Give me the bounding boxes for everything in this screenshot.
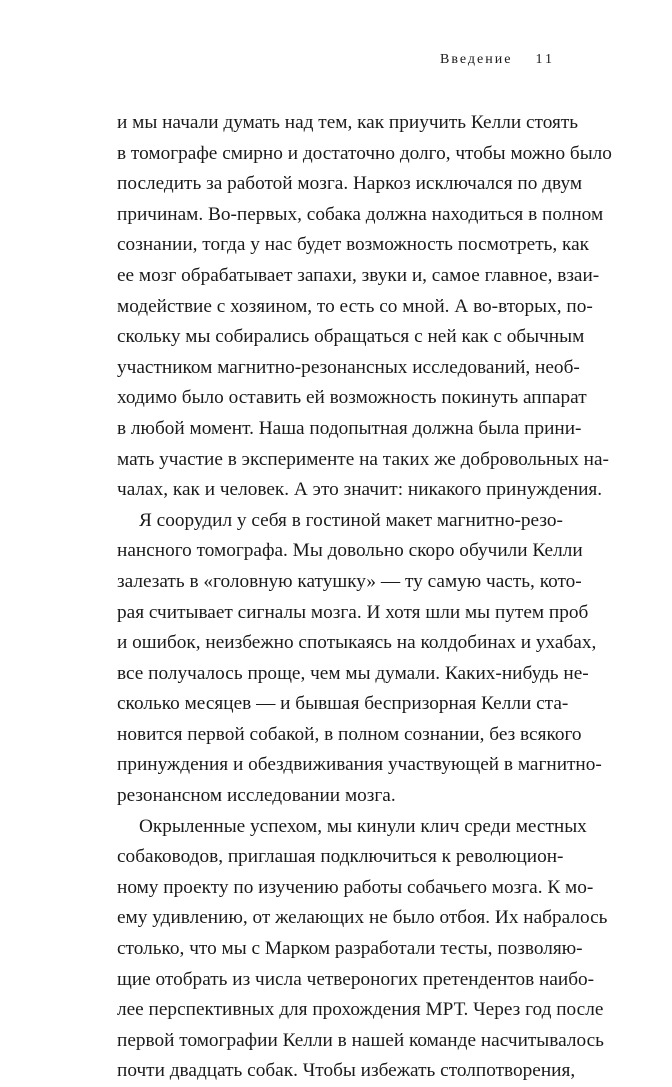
text-line: ему удивлению, от желающих не было отбоя. Их набралось [117,907,608,929]
text-line: нансного томографа. Мы довольно скоро обучили Келли [117,540,583,562]
text-line: столько, что мы с Марком разработали тесты, позволяю- [117,938,583,960]
text-line: ному проекту по изучению работы собачьего мозга. К мо- [117,876,594,898]
text-line: модействие с хозяином, то есть со мной. А во-вторых, по- [117,295,593,317]
text-line: новится первой собакой, в полном сознании, без всякого [117,723,582,745]
text-line: рая считывает сигналы мозга. И хотя шли мы путем проб [117,601,589,623]
text-line: собаководов, приглашая подключиться к революцион- [117,846,564,868]
text-line: Я соорудил у себя в гостиной макет магнитно-резо- [139,509,563,531]
text-line: мать участие в эксперименте на таких же добровольных на- [117,448,609,470]
text-line: скольку мы собирались обращаться с ней как с обычным [117,326,585,348]
body-text [117,108,612,1087]
section-title: Введение [440,52,513,67]
text-line: причинам. Во-первых, собака должна находиться в полном [117,203,604,225]
text-line: последить за работой мозга. Наркоз исключался по двум [117,173,583,195]
text-line: сколько месяцев — и бывшая беспризорная Келли ста- [117,693,569,715]
text-line: в томографе смирно и достаточно долго, чтобы можно было [117,142,612,164]
text-line: резонансном исследовании мозга. [117,785,396,807]
paragraph [117,506,602,812]
paragraph [117,812,608,1087]
text-line: почти двадцать собак. Чтобы избежать столпотворения, [117,1060,576,1082]
text-line: чалах, как и человек. А это значит: никакого принуждения. [117,479,603,501]
text-line: Окрыленные успехом, мы кинули клич среди местных [139,815,587,837]
text-line: все получалось проще, чем мы думали. Каких-нибудь не- [117,662,589,684]
page-number: 11 [535,52,555,67]
text-line: лее перспективных для прохождения МРТ. Через год после [117,999,604,1021]
text-line: ее мозг обрабатывает запахи, звуки и, самое главное, взаи- [117,264,600,286]
text-line: участником магнитно-резонансных исследований, необ- [117,356,580,378]
text-line: залезать в «головную катушку» — ту самую часть, кото- [117,570,582,592]
text-line: ходимо было оставить ей возможность покинуть аппарат [117,387,587,409]
text-line: в любой момент. Наша подопытная должна была прини- [117,417,582,439]
text-line: первой томографии Келли в нашей команде насчитывалось [117,1029,604,1051]
paragraph [117,108,612,506]
text-line: и ошибок, неизбежно спотыкаясь на колдобинах и ухабах, [117,632,597,654]
text-line: сознании, тогда у нас будет возможность посмотреть, как [117,234,590,256]
running-head [440,52,555,74]
text-line: и мы начали думать над тем, как приучить Келли стоять [117,112,579,133]
text-line: щие отобрать из числа четвероногих претендентов наибо- [117,968,595,990]
text-line: принуждения и обездвиживания участвующей в магнитно- [117,754,602,776]
